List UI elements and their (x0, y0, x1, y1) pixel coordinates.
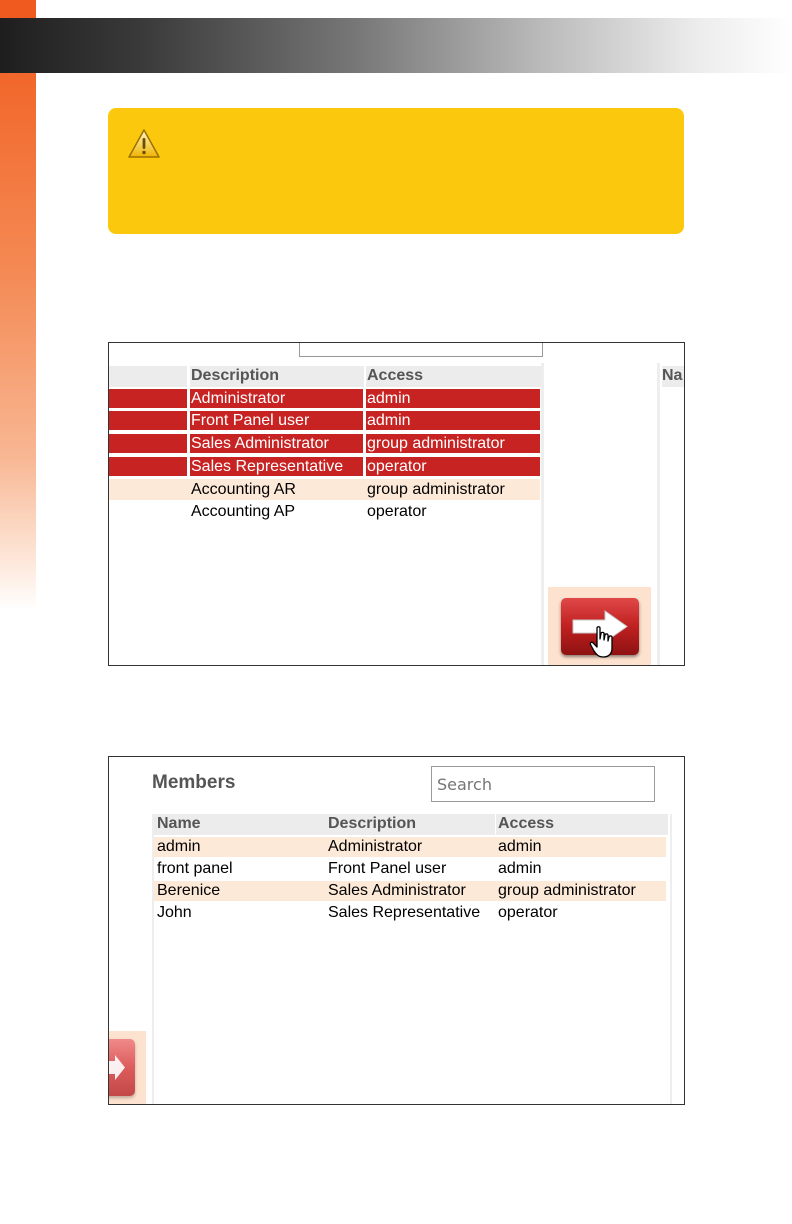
table-row-access[interactable]: group administrator (498, 882, 636, 899)
members-table (152, 814, 672, 1104)
table-row-access[interactable]: admin (366, 411, 540, 430)
table-row-description[interactable]: Front Panel user (328, 860, 447, 877)
table-row-description[interactable]: Administrator (328, 838, 423, 855)
column-header-access[interactable]: Access (366, 366, 541, 387)
table-row-description[interactable]: Accounting AR (191, 481, 296, 498)
side-accent-top (0, 0, 36, 18)
table-row-access[interactable]: operator (366, 457, 540, 476)
table-row-access[interactable]: group administrator (367, 481, 505, 498)
table-row-cell-blank[interactable] (109, 457, 187, 476)
screenshot-members-list (108, 756, 685, 1105)
warning-triangle-icon (127, 128, 161, 160)
table-row-access[interactable]: admin (498, 860, 542, 877)
header-bar (0, 18, 792, 73)
column-header-access[interactable]: Access (496, 814, 668, 835)
top-search-field-edge (299, 342, 543, 357)
table-row-description[interactable]: Sales Representative (190, 457, 363, 476)
table-row-name[interactable]: front panel (157, 860, 233, 877)
move-to-members-button[interactable] (108, 1039, 135, 1096)
warning-callout (108, 108, 684, 234)
table-row-access[interactable]: admin (498, 838, 542, 855)
table-row-name[interactable]: Berenice (157, 882, 221, 899)
table-row-description[interactable]: Sales Representative (328, 904, 481, 921)
table-row-description[interactable]: Front Panel user (190, 411, 363, 430)
table-row-description[interactable]: Accounting AP (191, 503, 296, 520)
table-row-description[interactable]: Sales Administrator (328, 882, 466, 899)
table-row-access[interactable]: group administrator (366, 434, 540, 453)
table-row-cell-blank[interactable] (109, 434, 187, 453)
table-row-description[interactable]: Administrator (190, 389, 363, 408)
table-row-description[interactable]: Sales Administrator (190, 434, 363, 453)
table-row-access[interactable]: admin (366, 389, 540, 408)
table-row-access[interactable]: operator (367, 503, 427, 520)
members-title: Members (152, 772, 236, 793)
table-right-border (541, 363, 544, 665)
hand-pointer-icon (588, 625, 618, 661)
column-header-description[interactable]: Description (326, 814, 495, 835)
table-row-access[interactable]: operator (498, 904, 558, 921)
search-input[interactable] (431, 766, 655, 802)
table-row-name[interactable]: John (157, 904, 192, 921)
column-header-blank (109, 366, 187, 387)
column-header-name[interactable]: Name (154, 814, 326, 835)
table-row-cell-blank[interactable] (109, 389, 187, 408)
members-panel-border (657, 363, 660, 665)
members-column-header-partial: Na (662, 366, 684, 387)
side-accent-strip (0, 0, 36, 610)
screenshot-select-users (108, 342, 685, 666)
arrow-right-icon (108, 1039, 135, 1096)
column-header-description[interactable]: Description (190, 366, 364, 387)
table-row-cell-blank[interactable] (109, 411, 187, 430)
table-row-name[interactable]: admin (157, 838, 201, 855)
